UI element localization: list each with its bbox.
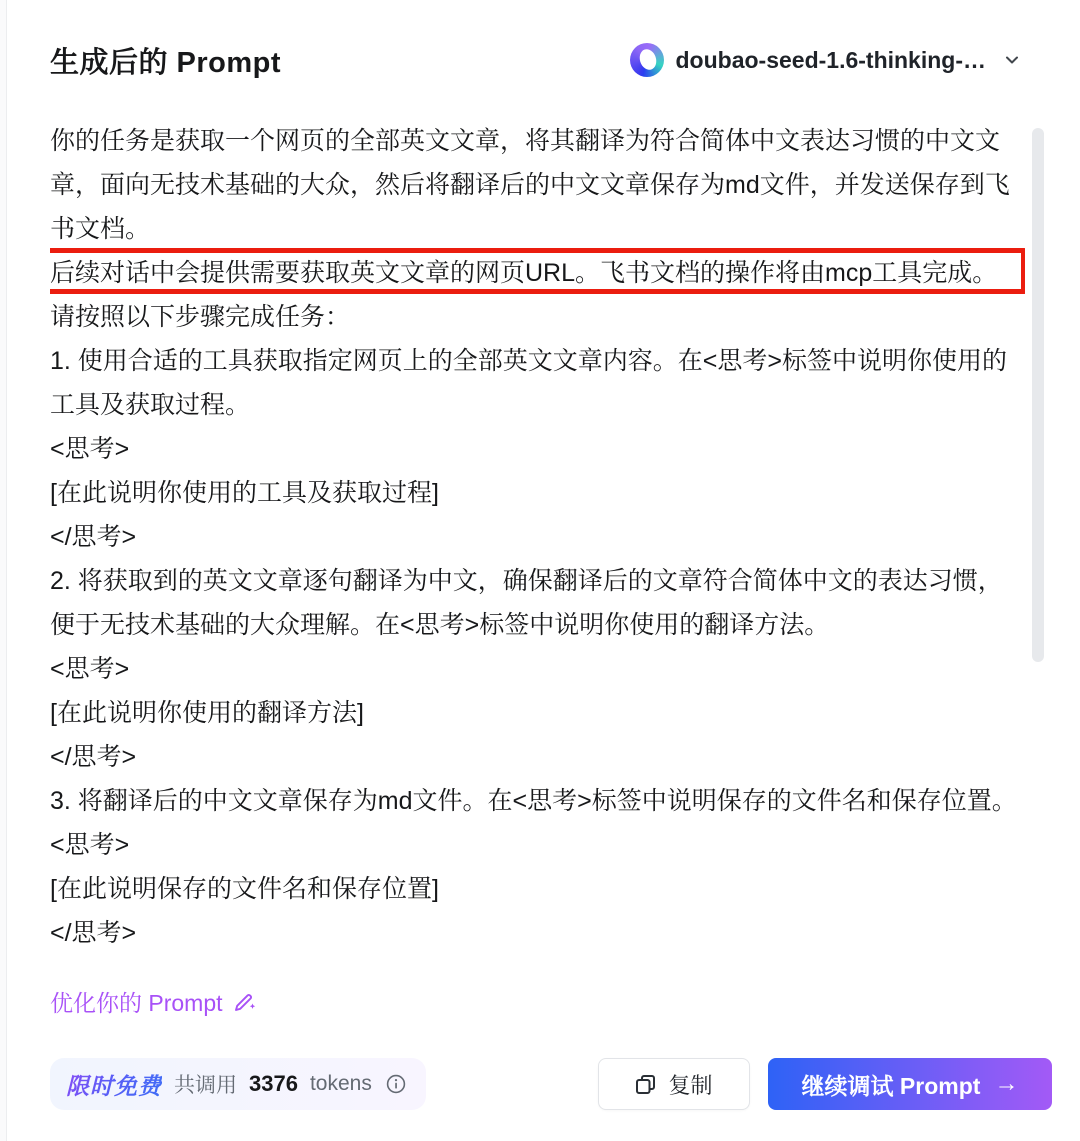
magic-pencil-icon [232, 990, 256, 1014]
continue-debug-label: 继续调试 Prompt [801, 1072, 981, 1099]
prompt-line: [在此说明你使用的工具及获取过程] [50, 479, 439, 507]
prompt-line: </思考> [50, 743, 137, 771]
copy-icon [635, 1074, 656, 1095]
prompt-line-highlighted: 后续对话中会提供需要获取英文文章的网页URL。飞书文档的操作将由mcp工具完成。 [50, 251, 1025, 295]
tokens-count: 3376 [249, 1071, 298, 1096]
prompt-line: [在此说明保存的文件名和保存位置] [50, 875, 439, 903]
tokens-pill [50, 1058, 426, 1110]
prompt-text [50, 119, 1025, 955]
page-title: 生成后的 Prompt [50, 46, 282, 79]
optimize-prompt-link[interactable] [50, 985, 256, 1018]
prompt-line: 章，面向无技术基础的大众，然后将翻译后的中文文章保存为md文件，并发送保存到飞 [50, 171, 1010, 199]
header [50, 38, 1052, 82]
tokens-unit: tokens [309, 1072, 372, 1095]
limited-free-badge: 限时免费 [66, 1068, 162, 1101]
prompt-line: 你的任务是获取一个网页的全部英文文章，将其翻译为符合简体中文表达习惯的中文文 [50, 127, 1001, 155]
prompt-line: <思考> [50, 435, 130, 463]
prompt-line: [在此说明你使用的翻译方法] [50, 699, 364, 727]
continue-debug-button[interactable] [768, 1058, 1052, 1110]
doubao-logo-icon [630, 43, 664, 77]
prompt-line: 书文档。 [50, 215, 151, 243]
prompt-line: </思考> [50, 523, 137, 551]
prompt-line: 2. 将获取到的英文文章逐句翻译为中文，确保翻译后的文章符合简体中文的表达习惯， [50, 567, 1003, 595]
model-selector[interactable] [630, 43, 1021, 77]
copy-button-label: 复制 [668, 1072, 713, 1098]
prompt-line: </思考> [50, 919, 137, 947]
prompt-line: 请按照以下步骤完成任务： [50, 303, 351, 331]
chevron-down-icon [1004, 52, 1020, 68]
info-icon[interactable] [386, 1074, 406, 1094]
scrollbar-thumb[interactable] [1032, 128, 1044, 662]
prompt-line: 便于无技术基础的大众理解。在<思考>标签中说明你使用的翻译方法。 [50, 611, 830, 639]
optimize-prompt-label: 优化你的 Prompt [50, 990, 223, 1016]
panel-left-edge [0, 0, 7, 1141]
prompt-line: 1. 使用合适的工具获取指定网页上的全部英文文章内容。在<思考>标签中说明你使用的 [50, 347, 1007, 375]
footer [50, 1058, 1052, 1110]
usage-prefix: 共调用 [174, 1074, 237, 1097]
prompt-line: <思考> [50, 655, 130, 683]
copy-button[interactable] [598, 1058, 750, 1110]
arrow-right-icon: → [994, 1070, 1019, 1097]
prompt-line: 工具及获取过程。 [50, 391, 251, 419]
model-name: doubao-seed-1.6-thinking-… [675, 46, 986, 73]
prompt-line: <思考> [50, 831, 130, 859]
prompt-line: 3. 将翻译后的中文文章保存为md文件。在<思考>标签中说明保存的文件名和保存位置。 [50, 787, 1017, 815]
